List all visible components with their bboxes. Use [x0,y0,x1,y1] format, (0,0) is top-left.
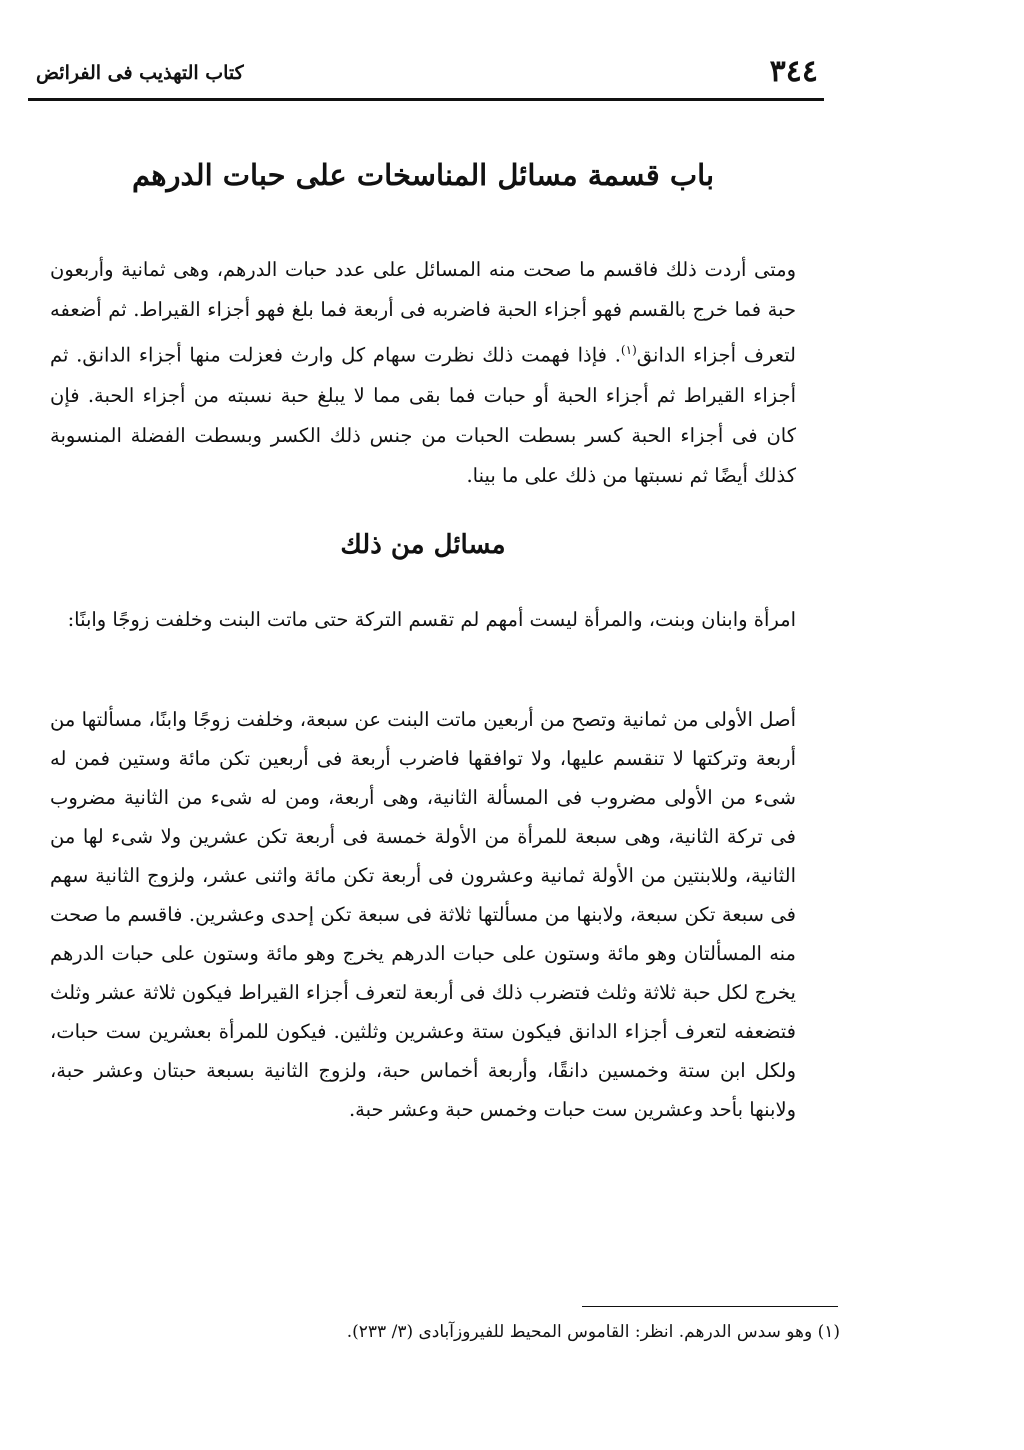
running-header [28,52,824,101]
footnote-divider [582,1306,838,1307]
paragraph-intro [50,250,796,496]
chapter-title: باب قسمة مسائل المناسخات على حبات الدرهم [131,158,715,192]
footnote: (١) وهو سدس الدرهم. انظر: القاموس المحيط للفيروزآبادى (٣/ ٢٣٣). [346,1322,840,1342]
page-number: ٣٤٤ [769,54,818,89]
paragraph-intro-text-b: . فإذا فهمت ذلك نظرت سهام كل وارث فعزلت منها أجزاء الدانق. ثم أجزاء القيراط ثم أجزاء الحبة أو حبات فما بقى مما لا يبلغ حبة نسبته من أجزاء الحبة. فإن كان فى أجزاء الحبة كسر بسطت الحبات من جنس ذلك الكسر وبسطت الفضلة المنسوبة كذلك أيضًا ثم نسبتها من ذلك على ما بينا. [50,343,796,487]
paragraph-intro-text-a: ومتى أردت ذلك فاقسم ما صحت منه المسائل على عدد حبات الدرهم، وهى ثمانية وأربعون حبة فما خرج بالقسم فهو أجزاء الحبة فاضربه فى أربعة فما بلغ فهو أجزاء القيراط. ثم أضعفه لتعرف أجزاء الدانق [50,258,796,367]
book-title: كتاب التهذيب فى الفرائض [36,62,244,84]
footnote-reference: (١) [620,343,637,357]
problem-solution: أصل الأولى من ثمانية وتصح من أربعين ماتت البنت عن سبعة، وخلفت زوجًا وابنًا، مسألتها من أربعة وتركتها لا تنقسم عليها، ولا توافقها فاضرب أربعة فى أربعين تكن مائة وستين فمن له شىء من الأولى مضروب فى المسألة الثانية، وهى أربعة، ومن له شىء من الثانية مضروب فى تركة الثانية، وهى سبعة للمرأة من الأولة خمسة فى أربعة تكن عشرين ولا شىء لها من الثانية، وللابنتين من الأولة ثمانية وعشرون فى أربعة تكن مائة واثنى عشر، ولزوج الثانية سهم فى سبعة تكن سبعة، ولابنها من مسألتها ثلاثة فى سبعة تكن إحدى وعشرين. فاقسم ما صحت منه المسألتان وهو مائة وستون على حبات الدرهم يخرج وهو مائة وستون على حبات الدرهم يخرج لكل حبة ثلاثة وثلث فتضرب ذلك فى أربعة لتعرف أجزاء القيراط فيكون ثلاثة عشر وثلث فتضعفه لتعرف أجزاء الدانق فيكون ستة وعشرين وثلثين. فيكون للمرأة بعشرين ست حبات، ولكل ابن ستة وخمسين دانقًا، وأربعة أخماس حبة، ولزوج الثانية بسبعة حبتان وعشر حبة، ولابنها بأحد وعشرين ست حبات وخمس حبة وعشر حبة. [50,708,796,1121]
problem-statement: امرأة وابنان وبنت، والمرأة ليست أمهم لم تقسم التركة حتى ماتت البنت وخلفت زوجًا وابنًا: [67,608,796,631]
section-title: مسائل من ذلك [340,530,506,560]
